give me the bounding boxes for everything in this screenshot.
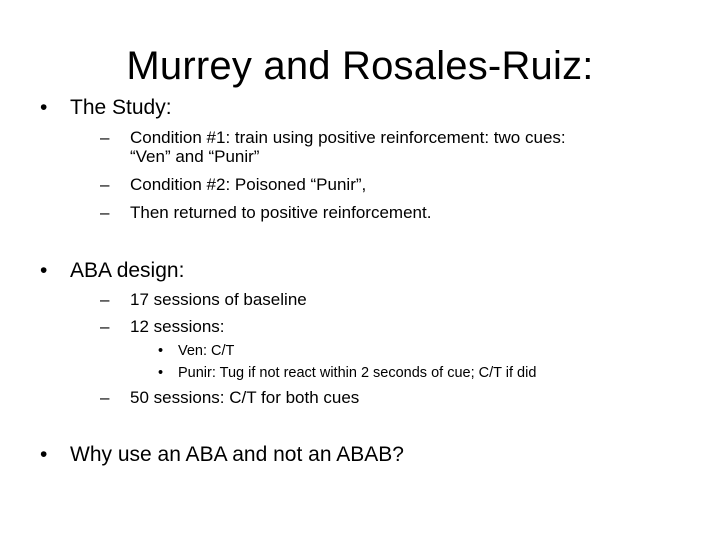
sub-bullet-icon: • (158, 365, 164, 381)
slide-title: Murrey and Rosales-Ruiz: (126, 44, 594, 88)
sub-list-item: Punir: Tug if not react within 2 seconds of cue; C/T if did (178, 365, 537, 381)
list-item-line: 17 sessions of baseline (130, 290, 307, 309)
dash-icon: – (100, 290, 110, 309)
list-item-line: Condition #2: Poisoned “Punir”, (130, 175, 367, 194)
dash-icon: – (100, 128, 110, 147)
section-heading: Why use an ABA and not an ABAB? (70, 443, 404, 466)
dash-icon: – (100, 317, 110, 336)
section-heading: The Study: (70, 96, 172, 119)
bullet-icon: • (40, 443, 48, 466)
bullet-icon: • (40, 96, 48, 119)
list-item-line: Then returned to positive reinforcement. (130, 203, 432, 222)
section-heading: ABA design: (70, 259, 185, 282)
bullet-icon: • (40, 259, 48, 282)
dash-icon: – (100, 175, 110, 194)
dash-icon: – (100, 203, 110, 222)
list-item-line: “Ven” and “Punir” (130, 147, 260, 166)
list-item-line: Condition #1: train using positive reinforcement: two cues: (130, 128, 566, 147)
list-item-line: 12 sessions: (130, 317, 225, 336)
dash-icon: – (100, 388, 110, 407)
sub-bullet-icon: • (158, 343, 164, 359)
list-item-line: 50 sessions: C/T for both cues (130, 388, 360, 407)
sub-list-item: Ven: C/T (178, 343, 235, 359)
